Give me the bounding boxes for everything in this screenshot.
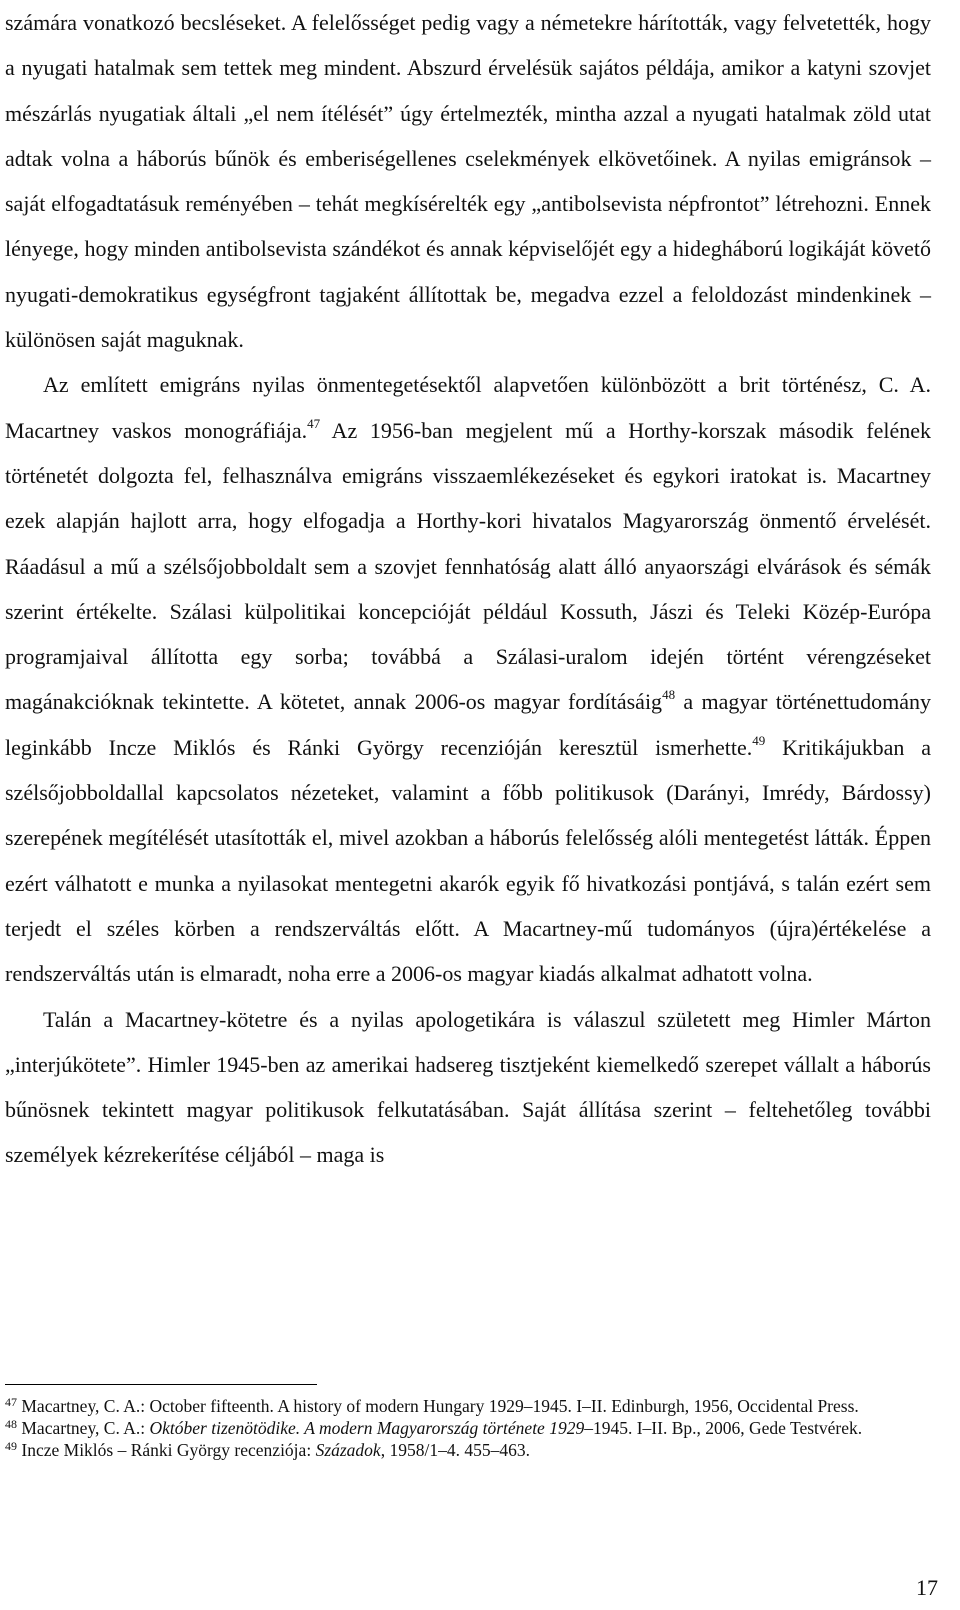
- footnote-journal: Századok: [315, 1440, 381, 1460]
- footnote-author: Incze Miklós – Ránki György recenziója:: [21, 1440, 316, 1460]
- footnote-number: 47: [5, 1395, 17, 1409]
- paragraph-2-text-4: Kritikájukban a szélsőjobboldallal kapcsolatos nézeteket, valamint a főbb politikusok (Darányi, Imrédy, Bárdossy) szerepének megítélését utasították el, mivel azokban a háborús felelősség alóli mentegetést látták. Éppen ezért válhatott e munka a nyilasokat mentegetni akarók egyik fő hivatkozási pontjává, s talán ezért sem terjedt el széles körben a rendszerváltás előtt. A Macartney-mű tudományos (újra)értékelése a rendszerváltás után is elmaradt, noha erre a 2006-os magyar kiadás alkalmat adhatott volna.: [5, 734, 931, 987]
- footnote-text: Macartney, C. A.: October fifteenth. A history of modern Hungary 1929–1945. I–II. Edinburgh, 1956, Occidental Press.: [21, 1396, 859, 1416]
- page-number: 17: [916, 1575, 938, 1600]
- paragraph-1: [5, 0, 931, 362]
- paragraph-2-text-2: Az 1956-ban megjelent mű a Horthy-korszak második felének történetét dolgozta fel, felhasználva emigráns visszaemlékezéseket és egykori iratokat is. Macartney ezek alapján hajlott arra, hogy elfogadja a Horthy-kori hivatalos Magyarország önmentő érvelését. Ráadásul a mű a szélsőjobboldalt sem a szovjet fennhatóság alatt álló anyaországi elvárások és sémák szerint értékelte. Szálasi külpolitikai koncepcióját például Kossuth, Jászi és Teleki Közép-Európa programjaival állította egy sorba; továbbá a Szálasi-uralom idején történt vérengzéseket magánakcióknak tekintette. A kötetet, annak 2006-os magyar fordításáig: [5, 417, 931, 715]
- footnote-title: Október tizenötödike. A modern Magyarország története 1929: [149, 1418, 585, 1438]
- footnote-rest: –1945. I–II. Bp., 2006, Gede Testvérek.: [584, 1418, 863, 1438]
- paragraph-2: [5, 362, 931, 996]
- paragraph-2-text-3: a magyar történettudomány leginkább Incze Miklós és Ránki György recenzióján keresztül ismerhette.: [5, 689, 931, 760]
- footnote-48: [5, 1417, 931, 1439]
- footnote-number: 48: [5, 1417, 17, 1431]
- paragraph-3-text: Talán a Macartney-kötetre és a nyilas apologetikára is válaszul született meg Himler Márton „interjúkötete”. Himler 1945-ben az amerikai hadsereg tisztjeként kiemelkedő szerepet vállalt a háborús bűnösnek tekintett magyar politikusok felkutatásában. Saját állítása szerint – feltehetőleg további személyek kézrekerítése céljából – maga is: [5, 1006, 931, 1168]
- footnote-separator: [5, 1384, 317, 1385]
- footnote-ref-48[interactable]: 48: [662, 687, 676, 703]
- paragraph-2-text-1: Az említett emigráns nyilas önmentegetésektől alapvetően különbözött a brit történész, C. A. Macartney vaskos monográfiája.: [5, 372, 931, 443]
- footnote-ref-49[interactable]: 49: [752, 732, 766, 748]
- paragraph-3: [5, 997, 931, 1178]
- footnote-ref-47[interactable]: 47: [307, 415, 321, 431]
- footnote-rest: , 1958/1–4. 455–463.: [380, 1440, 530, 1460]
- footnote-number: 49: [5, 1439, 17, 1453]
- main-text: [5, 0, 931, 1178]
- footnote-author: Macartney, C. A.:: [21, 1418, 150, 1438]
- footnote-47: [5, 1395, 931, 1417]
- footnotes: [5, 1395, 931, 1461]
- paragraph-1-text: számára vonatkozó becsléseket. A felelősséget pedig vagy a németekre hárították, vagy felvetették, hogy a nyugati hatalmak sem tettek meg mindent. Abszurd érvelésük sajátos példája, amikor a katyni szovjet mészárlás nyugatiak általi „el nem ítélését” úgy értelmezték, mintha azzal a nyugati hatalmak zöld utat adtak volna a háborús bűnök és emberiségellenes cselekmények elkövetőinek. A nyilas emigránsok – saját elfogadtatásuk reményében – tehát megkísérelték egy „antibolsevista népfrontot” létrehozni. Ennek lényege, hogy minden antibolsevista szándékot és annak képviselőjét egy a hidegháború logikáját követő nyugati-demokratikus egységfront tagjaként állítottak be, megadva ezzel a feloldozást mindenkinek – különösen saját maguknak.: [5, 10, 931, 353]
- footnote-49: [5, 1439, 931, 1461]
